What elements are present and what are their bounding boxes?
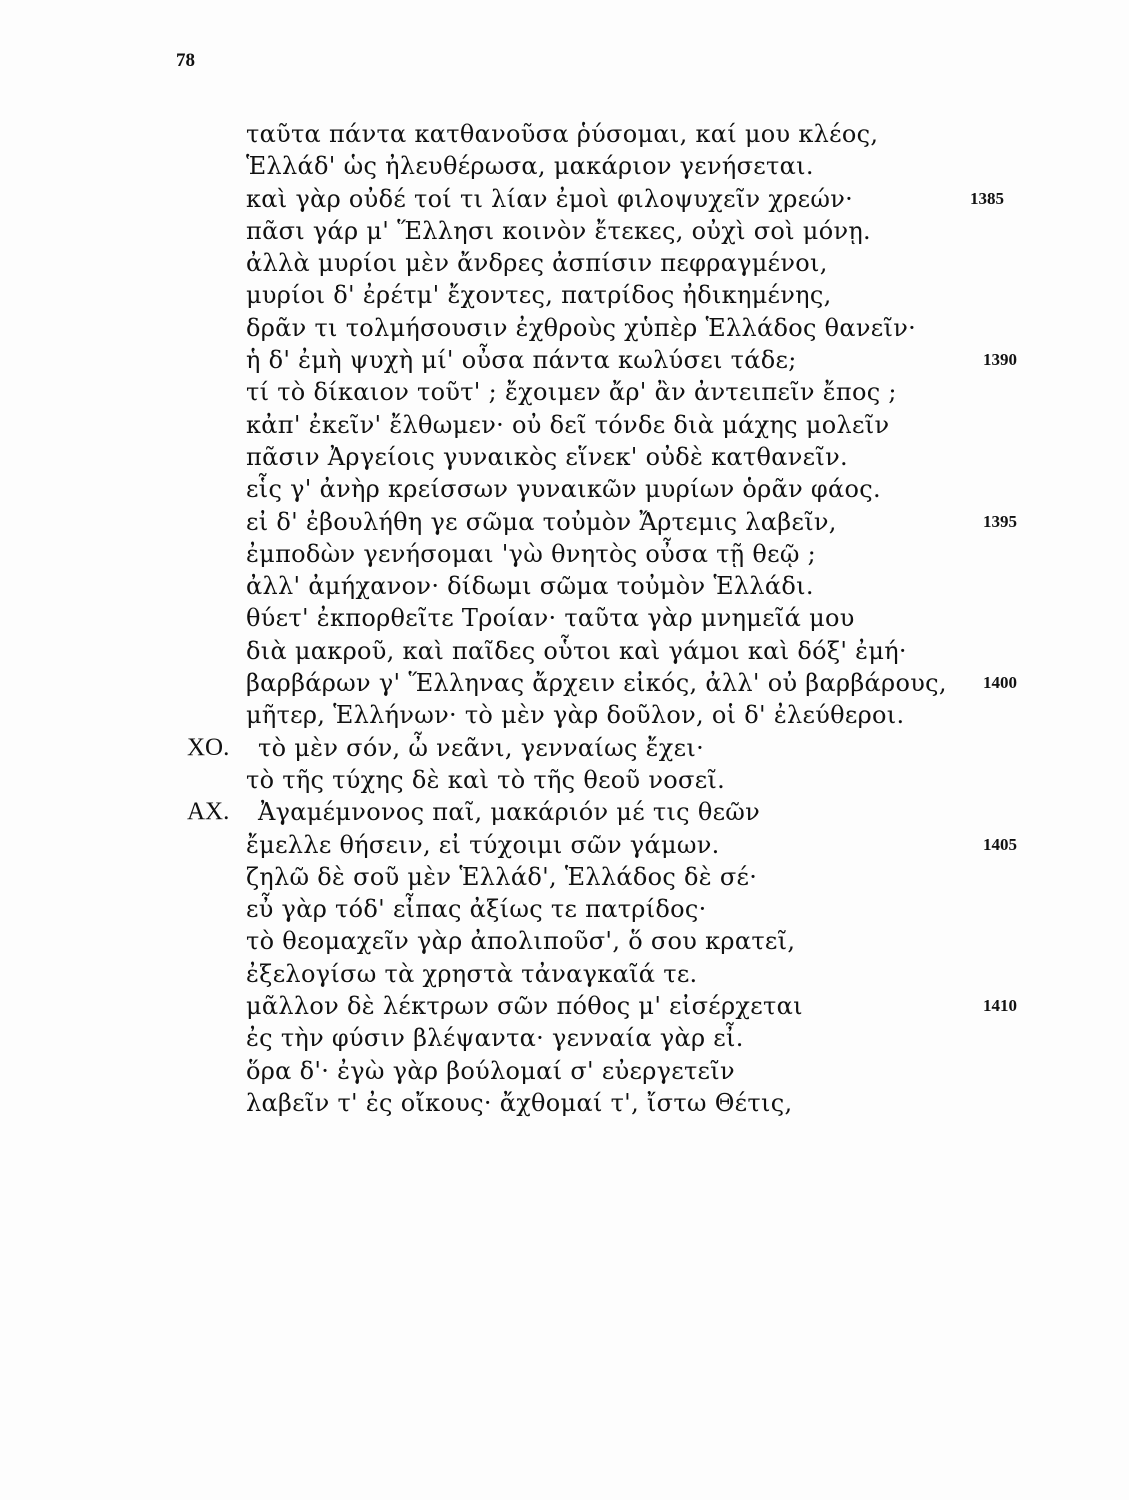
verse-line — [0, 376, 1129, 408]
verse-line — [0, 150, 1129, 182]
verse-text: καὶ γὰρ οὐδέ τοί τι λίαν ἐμοὶ φιλοψυχεῖν χρεών· — [246, 184, 854, 213]
speaker-label: ΑΧ. — [187, 798, 230, 826]
verse-text: πᾶσι γάρ μ' Ἕλλησι κοινὸν ἔτεκες, οὐχὶ σοὶ μόνῃ. — [246, 216, 871, 245]
line-number: 1395 — [983, 511, 1017, 531]
verse-line — [0, 1055, 1129, 1087]
verse-text: μυρίοι δ' ἐρέτμ' ἔχοντες, πατρίδος ἠδικημένης, — [246, 281, 832, 310]
verse-text: τί τὸ δίκαιον τοῦτ' ; ἔχοιμεν ἄρ' ἂν ἀντειπεῖν ἔπος ; — [246, 378, 897, 407]
verse-line — [0, 990, 1129, 1022]
line-number: 1390 — [983, 350, 1017, 370]
verse-text: ταῦτα πάντα κατθανοῦσα ῥύσομαι, καί μου κλέος, — [246, 120, 879, 148]
verse-line — [0, 796, 1129, 828]
verse-text: ἐς τὴν φύσιν βλέψαντα· γενναία γὰρ εἶ. — [246, 1024, 744, 1053]
verse-text: Ἑλλάδ' ὡς ἠλευθέρωσα, μακάριον γενήσεται. — [246, 152, 814, 181]
verse-line — [0, 764, 1129, 796]
verse-line — [0, 635, 1129, 667]
verse-line — [0, 925, 1129, 957]
verse-line — [0, 602, 1129, 634]
verse-text: τὸ τῆς τύχης δὲ καὶ τὸ τῆς θεοῦ νοσεῖ. — [246, 765, 726, 794]
verse-line — [0, 538, 1129, 570]
verse-text: λαβεῖν τ' ἐς οἴκους· ἄχθομαί τ', ἴστω Θέτις, — [246, 1088, 793, 1117]
verse-text: κἀπ' ἐκεῖν' ἔλθωμεν· οὐ δεῖ τόνδε διὰ μάχης μολεῖν — [246, 410, 890, 439]
verse-line — [0, 344, 1129, 376]
verse-block — [0, 118, 1129, 1119]
verse-text: μῆτερ, Ἑλλήνων· τὸ μὲν γὰρ δοῦλον, οἱ δ' ἐλεύθεροι. — [246, 701, 905, 730]
verse-line — [0, 1022, 1129, 1054]
verse-line — [0, 958, 1129, 990]
page-number: 78 — [176, 50, 195, 71]
verse-line — [0, 732, 1129, 764]
verse-line — [0, 215, 1129, 247]
line-number: 1410 — [983, 996, 1017, 1016]
speaker-label: ΧΟ. — [187, 733, 230, 761]
verse-text: ἀλλ' ἀμήχανον· δίδωμι σῶμα τοὐμὸν Ἑλλάδι. — [246, 572, 814, 601]
verse-text: πᾶσιν Ἀργείοις γυναικὸς εἵνεκ' οὐδὲ κατθανεῖν. — [246, 442, 848, 471]
verse-line — [0, 829, 1129, 861]
verse-text: εὖ γὰρ τόδ' εἶπας ἀξίως τε πατρίδος· — [246, 895, 707, 924]
verse-text: εἰ δ' ἐβουλήθη γε σῶμα τοὐμὸν Ἄρτεμις λαβεῖν, — [246, 507, 837, 536]
verse-text: μᾶλλον δὲ λέκτρων σῶν πόθος μ' εἰσέρχεται — [246, 992, 803, 1021]
verse-text: ἐμποδὼν γενήσομαι 'γὼ θνητὸς οὖσα τῇ θεῷ ; — [246, 539, 817, 568]
verse-text: διὰ μακροῦ, καὶ παῖδες οὗτοι καὶ γάμοι καὶ δόξ' ἐμή· — [246, 636, 907, 665]
verse-line — [0, 667, 1129, 699]
verse-line — [0, 183, 1129, 215]
verse-line — [0, 441, 1129, 473]
verse-text: ζηλῶ δὲ σοῦ μὲν Ἑλλάδ', Ἑλλάδος δὲ σέ· — [246, 862, 758, 891]
verse-text: Ἀγαμέμνονος παῖ, μακάριόν μέ τις θεῶν — [258, 798, 761, 827]
verse-line — [0, 1087, 1129, 1119]
verse-line — [0, 409, 1129, 441]
verse-line — [0, 312, 1129, 344]
line-number: 1385 — [970, 188, 1004, 208]
verse-text: ἀλλὰ μυρίοι μὲν ἄνδρες ἀσπίσιν πεφραγμένοι, — [246, 249, 828, 278]
line-number: 1405 — [983, 834, 1017, 854]
verse-line — [0, 473, 1129, 505]
verse-text: θύετ' ἐκπορθεῖτε Τροίαν· ταῦτα γὰρ μνημεῖά μου — [246, 604, 855, 633]
verse-line — [0, 118, 1129, 150]
verse-line — [0, 570, 1129, 602]
verse-text: ἐξελογίσω τὰ χρηστὰ τἀναγκαῖά τε. — [246, 959, 698, 988]
verse-line — [0, 247, 1129, 279]
verse-line — [0, 861, 1129, 893]
verse-line — [0, 506, 1129, 538]
verse-text: τὸ θεομαχεῖν γὰρ ἀπολιποῦσ', ὅ σου κρατεῖ, — [246, 927, 796, 956]
verse-text: βαρβάρων γ' Ἕλληνας ἄρχειν εἰκός, ἀλλ' οὐ βαρβάρους, — [246, 669, 947, 698]
verse-text: εἷς γ' ἀνὴρ κρείσσων γυναικῶν μυρίων ὁρᾶν φάος. — [246, 475, 881, 504]
verse-line — [0, 279, 1129, 311]
line-number: 1400 — [983, 673, 1017, 693]
verse-line — [0, 893, 1129, 925]
verse-line — [0, 699, 1129, 731]
verse-text: ἔμελλε θήσειν, εἰ τύχοιμι σῶν γάμων. — [246, 830, 720, 859]
verse-text: ὅρα δ'· ἐγὼ γὰρ βούλομαί σ' εὐεργετεῖν — [246, 1056, 735, 1085]
verse-text: τὸ μὲν σόν, ὦ νεᾶνι, γενναίως ἔχει· — [258, 733, 705, 762]
verse-text: δρᾶν τι τολμήσουσιν ἐχθροὺς χὑπὲρ Ἑλλάδος θανεῖν· — [246, 313, 917, 342]
verse-text: ἡ δ' ἐμὴ ψυχὴ μί' οὖσα πάντα κωλύσει τάδε; — [246, 346, 797, 375]
